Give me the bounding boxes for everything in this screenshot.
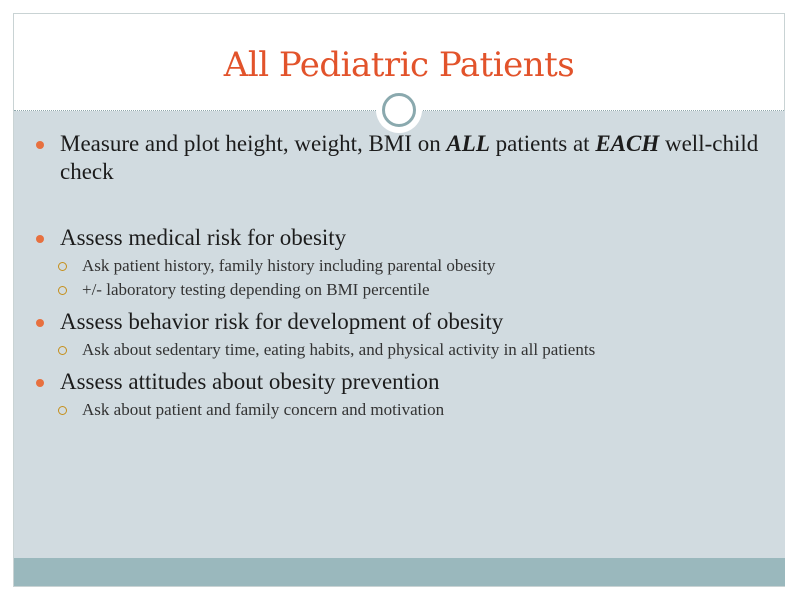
bullet-text: Assess attitudes about obesity prevention <box>60 369 440 394</box>
bullet-text: Assess behavior risk for development of obesity <box>60 309 504 334</box>
sub-bullet-text: Ask about patient and family concern and motivation <box>82 400 445 419</box>
spacer <box>30 186 770 224</box>
bullet-text: Measure and plot height, weight, BMI on <box>60 131 447 156</box>
sub-bullet <box>30 400 770 420</box>
bullet-dot-icon <box>36 235 44 243</box>
spacer <box>30 300 770 308</box>
circle-ornament-icon <box>376 87 422 133</box>
bullet-list <box>30 130 770 420</box>
bullet-measure <box>30 130 770 186</box>
bullet-attitudes <box>30 368 770 396</box>
slide-title: All Pediatric Patients <box>223 45 575 85</box>
sub-bullet-text: +/- laboratory testing depending on BMI percentile <box>82 280 430 299</box>
bullet-text: Assess medical risk for obesity <box>60 225 347 250</box>
sub-bullet <box>30 340 770 360</box>
bullet-text: well-child check <box>60 131 759 184</box>
sub-bullet-text: Ask about sedentary time, eating habits, and physical activity in all patients <box>82 340 596 359</box>
emphasis-all: ALL <box>446 131 490 156</box>
sub-bullet-ring-icon <box>58 346 67 355</box>
bullet-text: patients at <box>489 131 596 156</box>
sub-bullet-ring-icon <box>58 262 67 271</box>
bullet-dot-icon <box>36 379 44 387</box>
footer-band <box>14 558 785 586</box>
sub-bullet-ring-icon <box>58 286 67 295</box>
bullet-medical-risk <box>30 224 770 252</box>
bullet-dot-icon <box>36 141 44 149</box>
sub-bullet <box>30 280 770 300</box>
sub-bullet-text: Ask patient history, family history including parental obesity <box>82 256 496 275</box>
sub-bullet <box>30 256 770 276</box>
emphasis-each: EACH <box>595 131 660 156</box>
bullet-behavior-risk <box>30 308 770 336</box>
bullet-dot-icon <box>36 319 44 327</box>
sub-bullet-ring-icon <box>58 406 67 415</box>
circle-ornament-ring <box>382 93 416 127</box>
spacer <box>30 360 770 368</box>
